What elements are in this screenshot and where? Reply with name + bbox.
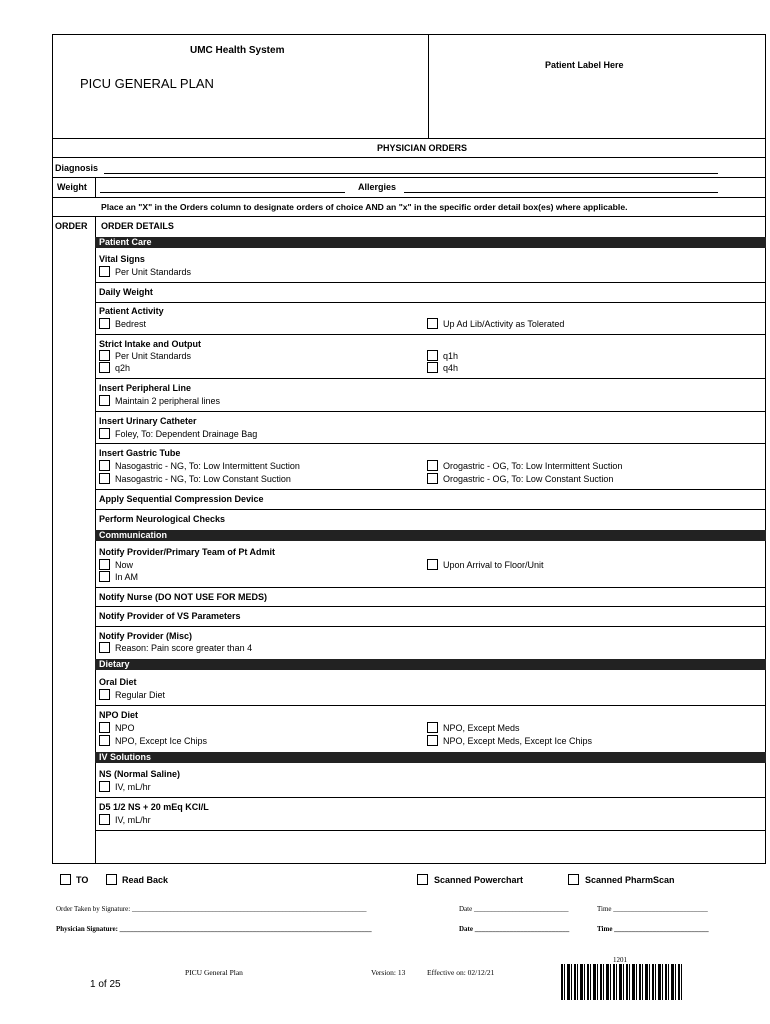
npo-label: NPO <box>115 723 135 733</box>
vital-signs-title: Vital Signs <box>99 254 145 264</box>
bedrest-checkbox[interactable] <box>99 318 110 329</box>
strict-io-title: Strict Intake and Output <box>99 339 202 349</box>
patient-label: Patient Label Here <box>545 60 624 70</box>
system-name: UMC Health System <box>190 45 285 56</box>
scanned-powerchart-checkbox[interactable] <box>417 874 428 885</box>
npo-checkbox[interactable] <box>99 722 110 733</box>
npo-except-ice-checkbox[interactable] <box>99 735 110 746</box>
physician-date[interactable]: Date ___________________________ <box>459 925 570 933</box>
ns-iv-checkbox[interactable] <box>99 781 110 792</box>
strict-io-per-unit-checkbox[interactable] <box>99 350 110 361</box>
physician-signature[interactable]: Physician Signature: ________________________________________________________________________ <box>56 925 372 933</box>
version: Version: 13 <box>371 968 406 977</box>
ng-constant-checkbox[interactable] <box>99 473 110 484</box>
instruction-text: Place an "X" in the Orders column to designate orders of choice AND an "x" in the specific order detail box(es) where applicable. <box>101 202 628 212</box>
up-ad-lib-checkbox[interactable] <box>427 318 438 329</box>
barcode-image <box>561 964 684 1000</box>
regular-diet-checkbox[interactable] <box>99 689 110 700</box>
order-column-header: ORDER <box>55 221 88 231</box>
daily-weight-title: Daily Weight <box>99 287 153 297</box>
strict-io-q4h-label: q4h <box>443 363 459 373</box>
vital-signs-per-unit-checkbox[interactable] <box>99 266 110 277</box>
allergies-label: Allergies <box>358 182 397 192</box>
notify-upon-arrival-checkbox[interactable] <box>427 559 438 570</box>
og-constant-checkbox[interactable] <box>427 473 438 484</box>
diagnosis-field[interactable] <box>104 173 718 174</box>
order-taken-time[interactable]: Time ___________________________ <box>597 905 708 913</box>
strict-io-q2h-label: q2h <box>115 363 131 373</box>
physician-orders-heading: PHYSICIAN ORDERS <box>377 143 468 153</box>
vital-signs-per-unit-label: Per Unit Standards <box>115 267 192 277</box>
maintain-lines-label: Maintain 2 peripheral lines <box>115 396 221 406</box>
section-communication: Communication <box>95 530 766 541</box>
scd-title: Apply Sequential Compression Device <box>99 494 264 504</box>
urinary-catheter-title: Insert Urinary Catheter <box>99 416 197 426</box>
notify-vs-title: Notify Provider of VS Parameters <box>99 611 241 621</box>
header-divider <box>428 34 429 138</box>
bedrest-label: Bedrest <box>115 319 147 329</box>
strict-io-per-unit-label: Per Unit Standards <box>115 351 192 361</box>
oral-diet-title: Oral Diet <box>99 677 137 687</box>
scanned-pharmscan-label: Scanned PharmScan <box>585 875 675 885</box>
notify-in-am-checkbox[interactable] <box>99 571 110 582</box>
foley-checkbox[interactable] <box>99 428 110 439</box>
strict-io-q1h-label: q1h <box>443 351 459 361</box>
maintain-lines-checkbox[interactable] <box>99 395 110 406</box>
d5-iv-checkbox[interactable] <box>99 814 110 825</box>
physician-time[interactable]: Time ___________________________ <box>597 925 709 933</box>
d5-iv-label: IV, mL/hr <box>115 815 151 825</box>
patient-activity-title: Patient Activity <box>99 306 164 316</box>
doc-name: PICU General Plan <box>185 968 243 977</box>
barcode-number: 1201 <box>613 956 627 964</box>
effective-date: Effective on: 02/12/21 <box>427 968 495 977</box>
ns-title: NS (Normal Saline) <box>99 769 181 779</box>
scanned-powerchart-label: Scanned Powerchart <box>434 875 524 885</box>
d5-title: D5 1/2 NS + 20 mEq KCl/L <box>99 802 209 812</box>
ng-intermittent-label: Nasogastric - NG, To: Low Intermittent Suction <box>115 461 300 471</box>
up-ad-lib-label: Up Ad Lib/Activity as Tolerated <box>443 319 565 329</box>
peripheral-line-title: Insert Peripheral Line <box>99 383 192 393</box>
ns-iv-label: IV, mL/hr <box>115 782 151 792</box>
read-back-checkbox[interactable] <box>106 874 117 885</box>
npo-except-meds-ice-label: NPO, Except Meds, Except Ice Chips <box>443 736 593 746</box>
og-intermittent-label: Orogastric - OG, To: Low Intermittent Suction <box>443 461 623 471</box>
scanned-pharmscan-checkbox[interactable] <box>568 874 579 885</box>
read-back-label: Read Back <box>122 875 169 885</box>
order-taken-date[interactable]: Date ___________________________ <box>459 905 569 913</box>
strict-io-q1h-checkbox[interactable] <box>427 350 438 361</box>
notify-now-label: Now <box>115 560 134 570</box>
strict-io-q2h-checkbox[interactable] <box>99 362 110 373</box>
notify-now-checkbox[interactable] <box>99 559 110 570</box>
npo-except-meds-label: NPO, Except Meds <box>443 723 520 733</box>
pain-score-label: Reason: Pain score greater than 4 <box>115 643 253 653</box>
allergies-field[interactable] <box>404 192 718 193</box>
npo-except-ice-label: NPO, Except Ice Chips <box>115 736 208 746</box>
diagnosis-label: Diagnosis <box>55 163 99 173</box>
neuro-title: Perform Neurological Checks <box>99 514 226 524</box>
og-intermittent-checkbox[interactable] <box>427 460 438 471</box>
page-number: 1 of 25 <box>90 979 121 990</box>
notify-misc-title: Notify Provider (Misc) <box>99 631 193 641</box>
npo-diet-title: NPO Diet <box>99 710 139 720</box>
notify-nurse-title: Notify Nurse (DO NOT USE FOR MEDS) <box>99 592 268 602</box>
notify-upon-arrival-label: Upon Arrival to Floor/Unit <box>443 560 544 570</box>
foley-label: Foley, To: Dependent Drainage Bag <box>115 429 258 439</box>
weight-label: Weight <box>57 182 87 192</box>
section-patient-care: Patient Care <box>95 237 766 248</box>
to-label: TO <box>76 875 89 885</box>
weight-field[interactable] <box>100 192 345 193</box>
section-dietary: Dietary <box>95 659 766 670</box>
gastric-tube-title: Insert Gastric Tube <box>99 448 181 458</box>
npo-except-meds-ice-checkbox[interactable] <box>427 735 438 746</box>
plan-title: PICU GENERAL PLAN <box>80 76 214 91</box>
ng-constant-label: Nasogastric - NG, To: Low Constant Suction <box>115 474 291 484</box>
notify-admit-title: Notify Provider/Primary Team of Pt Admit <box>99 547 276 557</box>
pain-score-checkbox[interactable] <box>99 642 110 653</box>
to-checkbox[interactable] <box>60 874 71 885</box>
regular-diet-label: Regular Diet <box>115 690 166 700</box>
order-taken-signature[interactable]: Order Taken by Signature: ___________________________________________________________________ <box>56 905 367 913</box>
notify-in-am-label: In AM <box>115 572 139 582</box>
order-details-column-header: ORDER DETAILS <box>101 221 174 231</box>
strict-io-q4h-checkbox[interactable] <box>427 362 438 373</box>
og-constant-label: Orogastric - OG, To: Low Constant Suction <box>443 474 614 484</box>
ng-intermittent-checkbox[interactable] <box>99 460 110 471</box>
npo-except-meds-checkbox[interactable] <box>427 722 438 733</box>
section-iv-solutions: IV Solutions <box>95 752 766 763</box>
